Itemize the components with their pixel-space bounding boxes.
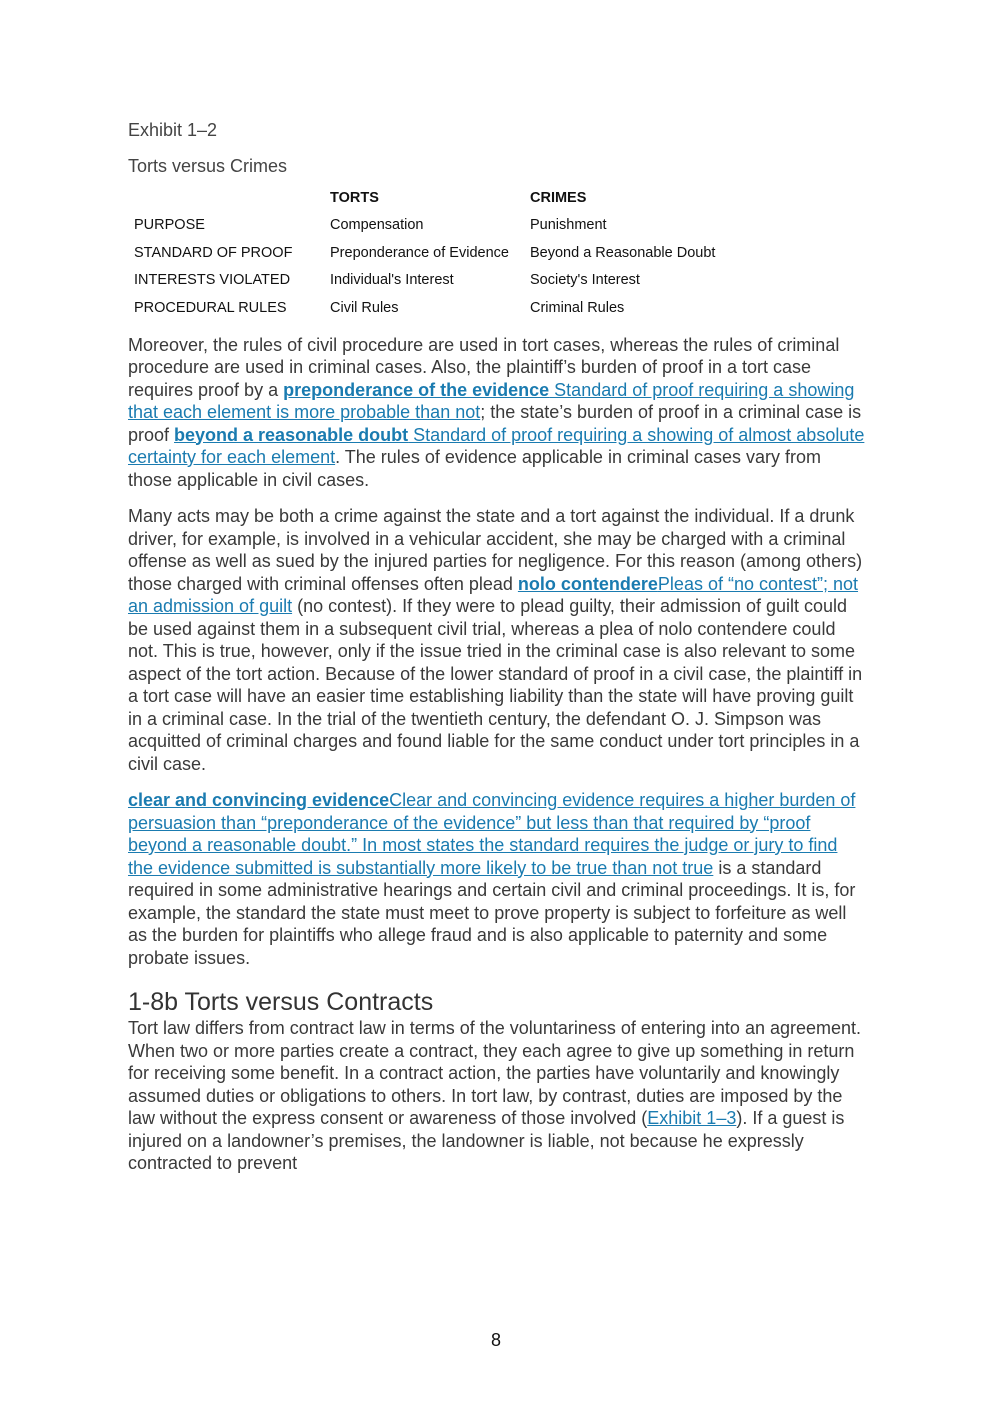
table-header-crimes: CRIMES: [530, 189, 587, 206]
crimes-cell: Criminal Rules: [530, 299, 625, 316]
crimes-cell: Beyond a Reasonable Doubt: [530, 244, 716, 261]
crimes-cell: Punishment: [530, 217, 607, 234]
table-row: [134, 212, 731, 240]
table-header-torts: TORTS: [330, 189, 379, 206]
paragraph-crime-and-tort: [128, 505, 866, 775]
row-label: INTERESTS VIOLATED: [134, 272, 291, 289]
page-content: [128, 118, 866, 1189]
glossary-term: clear and convincing evidence: [128, 790, 390, 810]
exhibit-link[interactable]: Exhibit 1–3: [647, 1108, 737, 1128]
row-label: STANDARD OF PROOF: [134, 244, 293, 261]
glossary-definition: Clear and convincing evidence requires a higher burden of persuasion than “preponderance of the evidence” but less than that required by “proof beyond a reasonable doubt.” In most states the standard requires the judge or jury to find the evidence submitted is substantially more likely to be true than not true: [128, 790, 856, 878]
paragraph-text: Moreover, the rules of civil procedure are used in tort cases, whereas the rules of criminal procedure are used in criminal cases. Also, the plaintiff’s burden of proof in a tort case requires proof by a: [128, 334, 840, 400]
paragraph-text: ). If a guest is injured on a landowner’s premises, the landowner is liable, not because he expressly contracted to prevent: [128, 1108, 845, 1173]
table-row: [134, 267, 731, 295]
paragraph-text: . The rules of evidence applicable in criminal cases vary from those applicable in civil cases.: [128, 447, 821, 490]
glossary-term: nolo contendere: [517, 573, 658, 594]
paragraph-burden-of-proof: [128, 334, 866, 492]
paragraph-text: ; the state’s burden of proof in a criminal case is proof: [128, 402, 862, 445]
torts-vs-crimes-table: [134, 184, 731, 322]
page-number: 8: [490, 1330, 501, 1350]
table-row: [134, 294, 731, 322]
crimes-cell: Society's Interest: [530, 272, 640, 289]
paragraph-torts-vs-contracts: [128, 1017, 866, 1175]
torts-cell: Preponderance of Evidence: [330, 244, 509, 261]
glossary-definition: Standard of proof requiring a showing that each element is more probable than not: [128, 379, 855, 422]
glossary-definition: Pleas of “no contest”; not an admission of guilt: [128, 573, 859, 616]
table-row: [134, 239, 731, 267]
torts-cell: Civil Rules: [330, 299, 399, 316]
torts-cell: Compensation: [330, 217, 424, 234]
paragraph-text: Tort law differs from contract law in terms of the voluntariness of entering into an agreement. When two or more parties create a contract, they each agree to give up something in return for receiving some benefit. In a contract action, the parties have voluntarily and knowingly assumed duties or obligations to others. In tort law, by contrast, duties are imposed by the law without the express consent or awareness of those involved (: [128, 1018, 862, 1128]
torts-cell: Individual's Interest: [330, 272, 454, 289]
exhibit-title: Torts versus Crimes: [128, 156, 288, 176]
glossary-definition: Standard of proof requiring a showing of almost absolute certainty for each element: [128, 424, 865, 467]
paragraph-clear-and-convincing: [128, 789, 866, 969]
paragraph-text: Many acts may be both a crime against the state and a tort against the individual. If a drunk driver, for example, is involved in a vehicular accident, she may be charged with a criminal offense as well as sued by the injured parties for negligence. For this reason (among others) those charged with criminal offenses often plead: [128, 506, 863, 594]
glossary-term: beyond a reasonable doubt: [174, 424, 409, 445]
glossary-term: preponderance of the evidence: [283, 379, 550, 400]
section-heading: 1-8b Torts versus Contracts: [128, 988, 434, 1016]
paragraph-text: is a standard required in some administrative hearings and certain civil and criminal proceedings. It is, for example, the standard the state must meet to prove property is subject to forfeiture as well as the burden for plaintiffs who allege fraud and is also applicable to paternity and some probate issues.: [128, 857, 856, 968]
paragraph-text: (no contest). If they were to plead guilty, their admission of guilt could be used against them in a subsequent civil trial, whereas a plea of nolo contendere could not. This is true, however, only if the issue tried in the criminal case is also relevant to some aspect of the tort action. Because of the lower standard of proof in a civil case, the plaintiff in a tort case will have an easier time establishing liability than the state will have proving guilt in a criminal case. In the trial of the twentieth century, the defendant O. J. Simpson was acquitted of criminal charges and found liable for the same conduct under tort principles in a civil case.: [128, 596, 863, 774]
row-label: PROCEDURAL RULES: [134, 299, 287, 316]
row-label: PURPOSE: [134, 217, 205, 234]
exhibit-label: Exhibit 1–2: [128, 120, 218, 140]
table-header-row: [134, 184, 731, 212]
table-header-blank: [134, 184, 330, 212]
